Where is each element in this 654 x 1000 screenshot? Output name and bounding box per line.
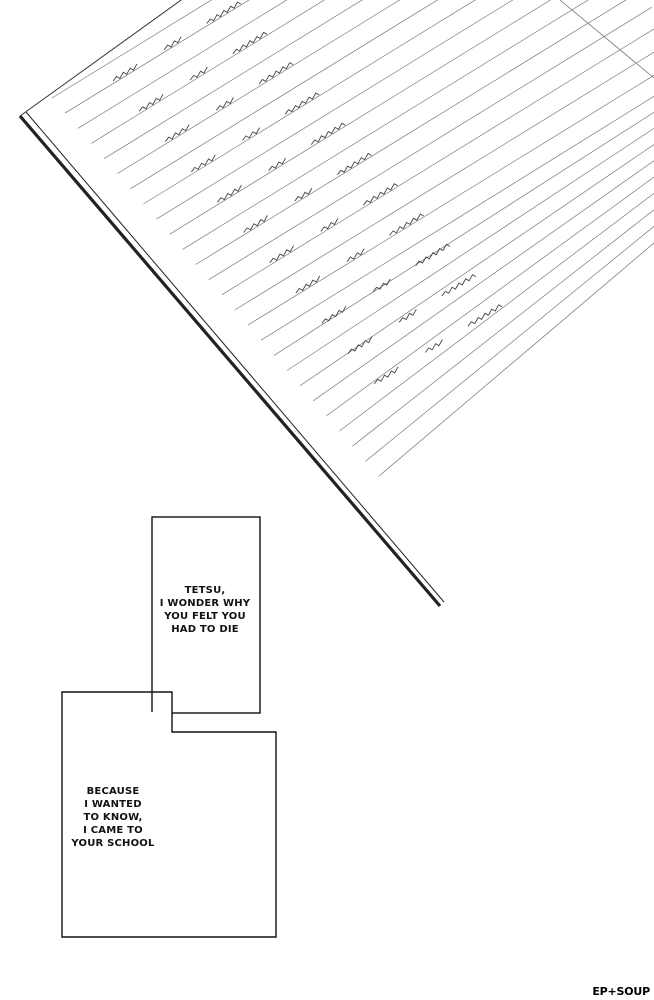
notebook xyxy=(20,0,654,608)
notebook-page xyxy=(25,0,654,608)
caption-tetsu: TETSU, I WONDER WHY YOU FELT YOU HAD TO DIE xyxy=(159,585,251,635)
scanlation-credit: EP+SOUP xyxy=(592,985,650,998)
caption-because: BECAUSE I WANTED TO KNOW, I CAME TO YOUR SCHOOL xyxy=(71,786,155,849)
